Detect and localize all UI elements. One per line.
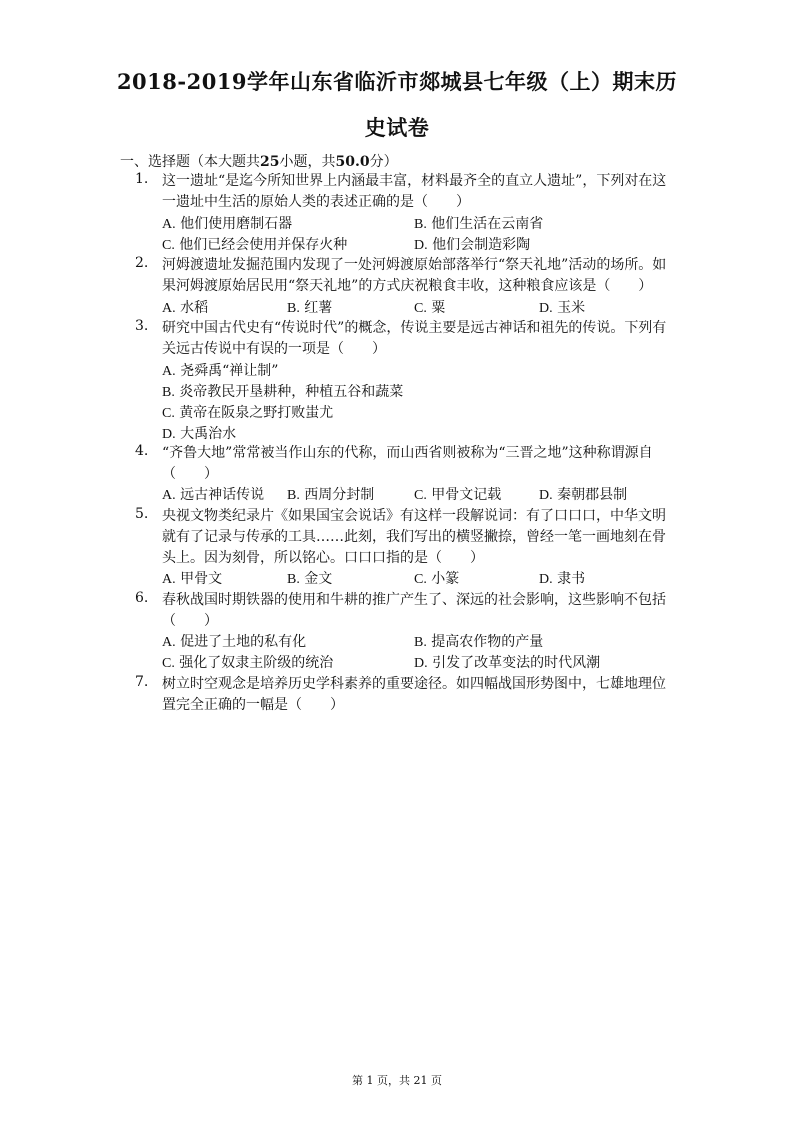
- question-stem: [162, 318, 675, 360]
- option-c: C. 小篆: [414, 571, 460, 587]
- option-b: B. 提高农作物的产量: [414, 634, 544, 650]
- option-a: A. 促进了土地的私有化: [162, 634, 307, 650]
- section-prefix: 一、选择题（本大题共: [120, 154, 260, 170]
- stem-line: 关远古传说中有误的一项是（ ）: [162, 341, 386, 357]
- stem-line: 河姆渡遗址发掘范围内发现了一处河姆渡原始部落举行“祭天礼地”活动的场所。如: [162, 257, 667, 273]
- question-7: [135, 674, 675, 716]
- option-c: C. 他们已经会使用并保存火种: [162, 237, 348, 253]
- stem-line: 就有了记录与传承的工具……此刻，我们写出的横竖撇捺，曾经一笔一画地刻在骨: [162, 529, 666, 545]
- question-number: 1.: [135, 171, 149, 187]
- option-d: D. 玉米: [539, 300, 586, 316]
- stem-line: 一遗址中生活的原始人类的表述正确的是（ ）: [162, 194, 470, 210]
- option-c: C. 强化了奴隶主阶级的统治: [162, 655, 334, 671]
- page-title-line-2: 史试卷: [364, 115, 430, 140]
- option-d: D. 秦朝郡县制: [539, 487, 628, 503]
- question-number: 6.: [135, 590, 149, 606]
- stem-line: 研究中国古代史有“传说时代”的概念，传说主要是远古神话和祖先的传说。下列有: [162, 320, 667, 336]
- question-number: 4.: [135, 443, 149, 459]
- option-a: A. 甲骨文: [162, 571, 223, 587]
- section-mid: 小题，共: [279, 154, 336, 170]
- question-stem: [162, 506, 675, 569]
- question-stem: [162, 674, 675, 716]
- option-a: A. 他们使用磨制石器: [162, 216, 293, 232]
- question-2: [135, 255, 675, 297]
- question-stem: [162, 443, 675, 485]
- option-b: B. 西周分封制: [287, 487, 375, 503]
- page-title-line-1: 2018-2019学年山东省临沂市郯城县七年级（上）期末历: [116, 69, 678, 94]
- option-c: C. 粟: [414, 300, 446, 316]
- option-d: D. 大禹治水: [162, 426, 237, 442]
- stem-line: 树立时空观念是培养历史学科素养的重要途径。如四幅战国形势图中，七雄地理位: [162, 676, 666, 692]
- stem-line: 央视文物类纪录片《如果国宝会说话》有这样一段解说词：有了口口口，中华文明: [162, 508, 666, 524]
- section-count: 25: [260, 154, 280, 170]
- option-b: B. 炎帝教民开垦耕种，种植五谷和蔬菜: [162, 384, 404, 400]
- stem-line: 置完全正确的一幅是（ ）: [162, 697, 344, 713]
- option-b: B. 红薯: [287, 300, 333, 316]
- stem-line: 头上。因为刻骨，所以铭心。口口口指的是（ ）: [162, 550, 484, 566]
- option-d: D. 他们会制造彩陶: [414, 237, 531, 253]
- section-score: 50.0: [335, 154, 370, 170]
- option-a: A. 尧舜禹“禅让制”: [162, 363, 279, 379]
- question-stem: [162, 590, 675, 632]
- page-footer: 第 1 页，共 21 页: [352, 1074, 442, 1087]
- question-1: [135, 171, 675, 213]
- option-a: A. 远古神话传说: [162, 487, 265, 503]
- stem-line: （ ）: [162, 613, 218, 629]
- question-stem: [162, 171, 675, 213]
- option-a: A. 水稻: [162, 300, 209, 316]
- stem-line: “齐鲁大地”常常被当作山东的代称，而山西省则被称为“三晋之地”这种称谓源自: [162, 445, 653, 461]
- stem-line: （ ）: [162, 466, 218, 482]
- question-6: [135, 590, 675, 632]
- option-c: C. 黄帝在阪泉之野打败蚩尤: [162, 405, 334, 421]
- option-b: B. 金文: [287, 571, 333, 587]
- option-d: D. 隶书: [539, 571, 586, 587]
- stem-line: 果河姆渡原始居民用“祭天礼地”的方式庆祝粮食丰收，这种粮食应该是（ ）: [162, 278, 653, 294]
- stem-line: 这一遗址“是迄今所知世界上内涵最丰富，材料最齐全的直立人遗址”，下列对在这: [162, 173, 667, 189]
- question-number: 2.: [135, 255, 149, 271]
- stem-line: 春秋战国时期铁器的使用和牛耕的推广产生了、深远的社会影响，这些影响不包括: [162, 592, 666, 608]
- question-4: [135, 443, 675, 485]
- question-number: 3.: [135, 318, 149, 334]
- question-stem: [162, 255, 675, 297]
- section-heading: [120, 151, 398, 171]
- option-d: D. 引发了改革变法的时代风潮: [414, 655, 601, 671]
- question-number: 5.: [135, 506, 149, 522]
- question-number: 7.: [135, 674, 149, 690]
- section-suffix: 分）: [369, 154, 398, 170]
- question-5: [135, 506, 675, 569]
- question-3: [135, 318, 675, 360]
- option-c: C. 甲骨文记载: [414, 487, 502, 503]
- option-b: B. 他们生活在云南省: [414, 216, 544, 232]
